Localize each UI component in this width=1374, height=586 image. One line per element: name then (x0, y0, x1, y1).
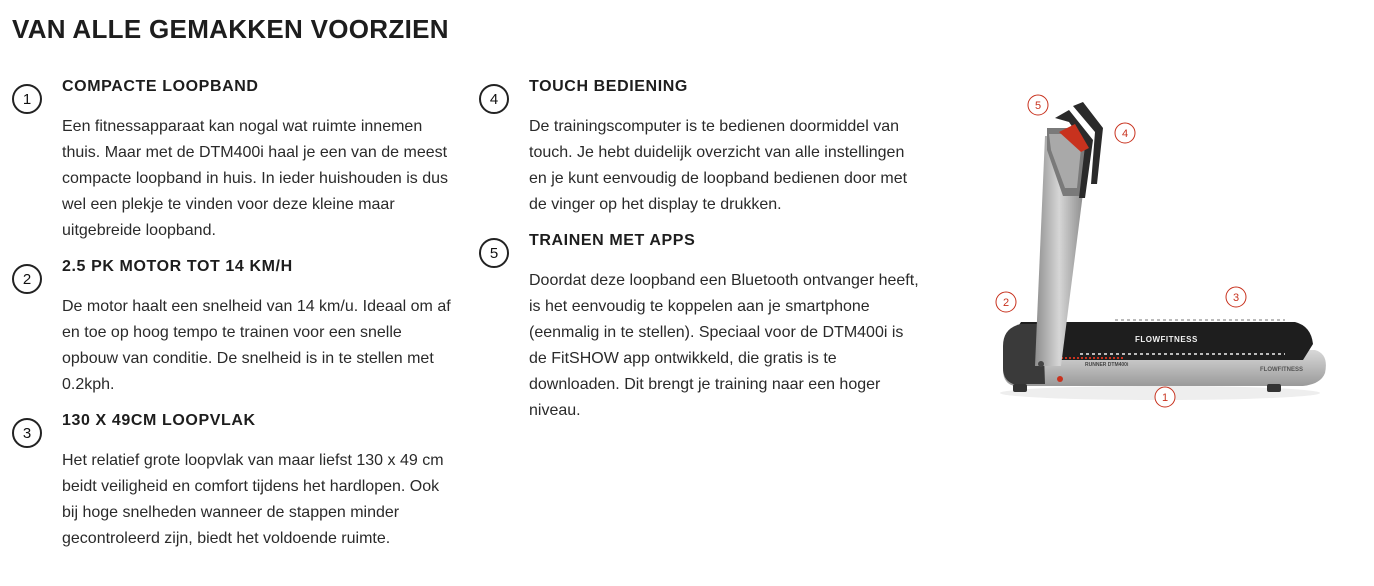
svg-text:5: 5 (1034, 100, 1042, 112)
belt-logo: FLOWFITNESS (1135, 335, 1198, 344)
feature-description: Een fitnessapparaat kan nogal wat ruimte innemen thuis. Maar met de DTM400i haal je een van de meest compacte loopband in huis. In ieder huishouden is dus wel een plekje te vinden voor deze kleine maar uitgebreide loopband. (62, 118, 449, 239)
feature-title: 130 X 49CM LOOPVLAK (62, 412, 256, 429)
marker-4 (1115, 123, 1135, 143)
feature-number-badge: 2 (12, 264, 42, 294)
feature-title: COMPACTE LOOPBAND (62, 78, 259, 95)
feature-description: Het relatief grote loopvlak van maar liefst 130 x 49 cm beidt veiligheid en comfort tijdens het hardlopen. Ook bij hoge snelheden wanneer de stappen minder gecontroleerd zijn, biedt het voldoende ruimte. (62, 452, 444, 547)
feature-number-badge: 4 (479, 84, 509, 114)
power-switch (1057, 376, 1063, 382)
marker-3 (1226, 287, 1246, 307)
page-title: VAN ALLE GEMAKKEN VOORZIEN (12, 14, 449, 44)
feature-title: TOUCH BEDIENING (529, 78, 688, 95)
feature-description: De trainingscomputer is te bedienen doormiddel van touch. Je hebt duidelijk overzicht van alle instellingen en je kunt eenvoudig de loopband bedienen door met de vinger op het display te drukken. (529, 118, 908, 213)
front-foot (1013, 384, 1027, 392)
feature-description: De motor haalt een snelheid van 14 km/u. Ideaal om af en toe op hoog tempo te trainen voor een snelle opbouw van conditie. De snelheid is in te stellen met 0.2kph. (62, 298, 451, 393)
svg-text:4: 4 (1121, 128, 1129, 140)
feature-title: TRAINEN MET APPS (529, 232, 696, 249)
rear-foot (1267, 384, 1281, 392)
marker-2 (996, 292, 1016, 312)
side-logo: FLOWFITNESS (1260, 367, 1303, 373)
feature-title: 2.5 PK MOTOR TOT 14 KM/H (62, 258, 293, 275)
feature-description: Doordat deze loopband een Bluetooth ontvanger heeft, is het eenvoudig te koppelen aan je smartphone (eenmalig in te stellen). Speciaal voor de DTM400i is de FitSHOW app ontwikkeld, die gratis is te downloaden. Dit brengt je training naar een hoger niveau. (529, 272, 919, 419)
svg-text:2: 2 (1002, 297, 1010, 309)
svg-text:1: 1 (1161, 392, 1169, 404)
treadmill-product-image (985, 88, 1345, 418)
svg-text:3: 3 (1232, 292, 1240, 304)
feature-number-badge: 1 (12, 84, 42, 114)
marker-5 (1028, 95, 1048, 115)
post-bolt (1038, 361, 1044, 367)
marker-1 (1155, 387, 1175, 407)
feature-number-badge: 3 (12, 418, 42, 448)
treadmill-illustration (985, 88, 1345, 418)
feature-number-badge: 5 (479, 238, 509, 268)
side-model-label: RUNNER DTM400i (1085, 362, 1129, 368)
